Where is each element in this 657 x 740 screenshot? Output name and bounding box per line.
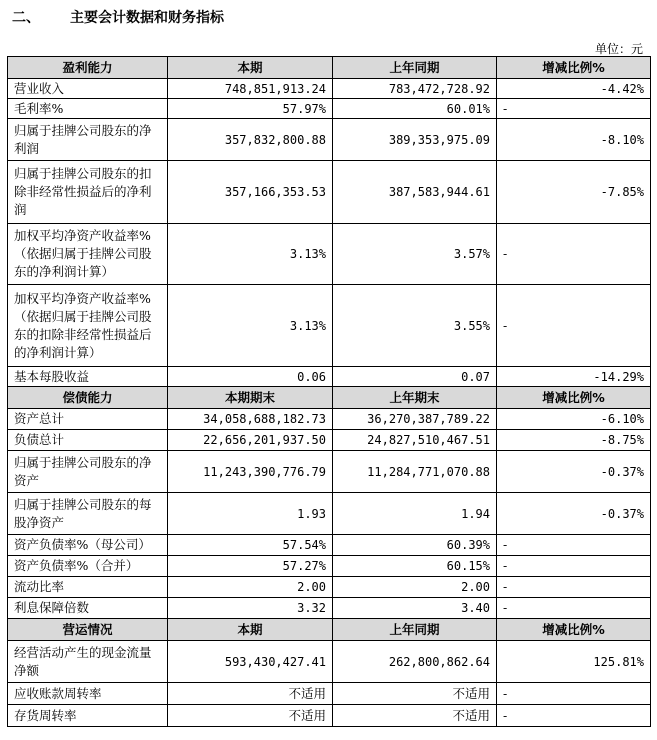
- section-header-row: [8, 619, 651, 641]
- row-label: 资产负债率%（合并）: [8, 556, 168, 577]
- table-row: [8, 224, 651, 285]
- change-value: -8.10%: [497, 119, 651, 161]
- table-row: [8, 493, 651, 535]
- row-label: 经营活动产生的现金流量净额: [8, 641, 168, 683]
- current-value: 3.13%: [168, 285, 333, 367]
- current-value: 不适用: [168, 705, 333, 727]
- row-label: 应收账款周转率: [8, 683, 168, 705]
- current-value: 357,166,353.53: [168, 161, 333, 224]
- row-label: 归属于挂牌公司股东的扣除非经常性损益后的净利润: [8, 161, 168, 224]
- previous-value: 24,827,510,467.51: [333, 430, 497, 451]
- previous-value: 36,270,387,789.22: [333, 409, 497, 430]
- table-row: [8, 535, 651, 556]
- change-value: 125.81%: [497, 641, 651, 683]
- row-label: 归属于挂牌公司股东的净利润: [8, 119, 168, 161]
- current-value: 748,851,913.24: [168, 79, 333, 99]
- period-previous-header: 上年同期: [333, 57, 497, 79]
- current-value: 34,058,688,182.73: [168, 409, 333, 430]
- change-value: -0.37%: [497, 493, 651, 535]
- row-label: 负债总计: [8, 430, 168, 451]
- previous-value: 60.15%: [333, 556, 497, 577]
- row-label: 营业收入: [8, 79, 168, 99]
- table-row: [8, 285, 651, 367]
- change-value: -0.37%: [497, 451, 651, 493]
- change-value: -: [497, 598, 651, 619]
- table-row: [8, 451, 651, 493]
- previous-value: 3.55%: [333, 285, 497, 367]
- current-value: 1.93: [168, 493, 333, 535]
- current-value: 57.97%: [168, 99, 333, 119]
- previous-value: 262,800,862.64: [333, 641, 497, 683]
- row-label: 基本每股收益: [8, 367, 168, 387]
- table-row: [8, 79, 651, 99]
- previous-value: 1.94: [333, 493, 497, 535]
- financial-indicators-table: [7, 56, 651, 727]
- current-value: 57.27%: [168, 556, 333, 577]
- section-number: 二、: [12, 10, 40, 26]
- change-value: -: [497, 99, 651, 119]
- table-row: [8, 683, 651, 705]
- table-body: [8, 57, 651, 727]
- section-header-row: [8, 387, 651, 409]
- current-value: 593,430,427.41: [168, 641, 333, 683]
- period-current-header: 本期: [168, 57, 333, 79]
- previous-value: 60.01%: [333, 99, 497, 119]
- table-row: [8, 598, 651, 619]
- row-label: 资产总计: [8, 409, 168, 430]
- change-value: -: [497, 683, 651, 705]
- section-header-row: [8, 57, 651, 79]
- row-label: 流动比率: [8, 577, 168, 598]
- row-label: 加权平均净资产收益率%（依据归属于挂牌公司股东的净利润计算）: [8, 224, 168, 285]
- table-row: [8, 161, 651, 224]
- current-value: 22,656,201,937.50: [168, 430, 333, 451]
- row-label: 加权平均净资产收益率%（依据归属于挂牌公司股东的扣除非经常性损益后的净利润计算）: [8, 285, 168, 367]
- change-value: -: [497, 577, 651, 598]
- table-row: [8, 430, 651, 451]
- change-value: -8.75%: [497, 430, 651, 451]
- previous-value: 11,284,771,070.88: [333, 451, 497, 493]
- change-value: -7.85%: [497, 161, 651, 224]
- previous-value: 783,472,728.92: [333, 79, 497, 99]
- table-row: [8, 99, 651, 119]
- change-value: -: [497, 535, 651, 556]
- current-value: 11,243,390,776.79: [168, 451, 333, 493]
- section-heading: [12, 6, 224, 28]
- section-title: 主要会计数据和财务指标: [70, 10, 224, 26]
- change-header: 增减比例%: [497, 387, 651, 409]
- period-current-header: 本期期末: [168, 387, 333, 409]
- current-value: 0.06: [168, 367, 333, 387]
- table-row: [8, 556, 651, 577]
- previous-value: 不适用: [333, 705, 497, 727]
- row-label: 利息保障倍数: [8, 598, 168, 619]
- period-current-header: 本期: [168, 619, 333, 641]
- row-label: 归属于挂牌公司股东的每股净资产: [8, 493, 168, 535]
- previous-value: 60.39%: [333, 535, 497, 556]
- previous-value: 387,583,944.61: [333, 161, 497, 224]
- previous-value: 3.57%: [333, 224, 497, 285]
- table-row: [8, 705, 651, 727]
- table-row: [8, 641, 651, 683]
- change-header: 增减比例%: [497, 57, 651, 79]
- row-label: 归属于挂牌公司股东的净资产: [8, 451, 168, 493]
- previous-value: 389,353,975.09: [333, 119, 497, 161]
- change-value: -4.42%: [497, 79, 651, 99]
- previous-value: 0.07: [333, 367, 497, 387]
- section-header: 偿债能力: [8, 387, 168, 409]
- change-value: -: [497, 556, 651, 577]
- previous-value: 不适用: [333, 683, 497, 705]
- period-previous-header: 上年期末: [333, 387, 497, 409]
- previous-value: 2.00: [333, 577, 497, 598]
- current-value: 57.54%: [168, 535, 333, 556]
- table-row: [8, 119, 651, 161]
- change-value: -6.10%: [497, 409, 651, 430]
- current-value: 2.00: [168, 577, 333, 598]
- current-value: 3.13%: [168, 224, 333, 285]
- change-value: -14.29%: [497, 367, 651, 387]
- change-value: -: [497, 705, 651, 727]
- period-previous-header: 上年同期: [333, 619, 497, 641]
- change-header: 增减比例%: [497, 619, 651, 641]
- table-row: [8, 409, 651, 430]
- current-value: 3.32: [168, 598, 333, 619]
- previous-value: 3.40: [333, 598, 497, 619]
- change-value: -: [497, 224, 651, 285]
- current-value: 不适用: [168, 683, 333, 705]
- row-label: 存货周转率: [8, 705, 168, 727]
- table-row: [8, 367, 651, 387]
- section-header: 营运情况: [8, 619, 168, 641]
- change-value: -: [497, 285, 651, 367]
- row-label: 资产负债率%（母公司）: [8, 535, 168, 556]
- section-header: 盈利能力: [8, 57, 168, 79]
- row-label: 毛利率%: [8, 99, 168, 119]
- current-value: 357,832,800.88: [168, 119, 333, 161]
- table-row: [8, 577, 651, 598]
- currency-unit: 单位：元: [594, 42, 643, 56]
